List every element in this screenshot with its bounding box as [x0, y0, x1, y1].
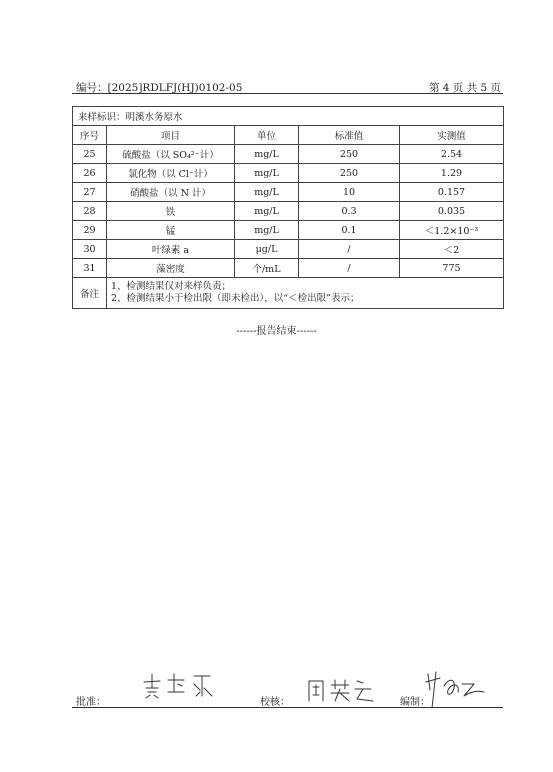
col-unit: 单位	[235, 126, 299, 145]
note-line-1: 1、检测结果仅对来样负责；	[111, 281, 232, 292]
row-no: 26	[73, 164, 107, 183]
checker-signature	[305, 675, 375, 705]
row-item: 氯化物（以 Cl⁻计）	[107, 164, 235, 183]
row-item: 锰	[107, 221, 235, 240]
row-no: 30	[73, 240, 107, 259]
row-value: ＜1.2×10⁻³	[400, 221, 504, 240]
row-no: 31	[73, 259, 107, 278]
row-item: 叶绿素 a	[107, 240, 235, 259]
row-unit: mg/L	[235, 145, 299, 164]
row-standard: 250	[299, 164, 400, 183]
signature-divider	[72, 707, 503, 708]
row-item: 硝酸盐（以 N 计）	[107, 183, 235, 202]
row-unit: mg/L	[235, 164, 299, 183]
row-standard: 250	[299, 145, 400, 164]
table-row	[73, 183, 504, 202]
row-standard: 0.3	[299, 202, 400, 221]
col-item: 项目	[107, 126, 235, 145]
col-measured: 实测值	[400, 126, 504, 145]
table-row	[73, 259, 504, 278]
row-no: 28	[73, 202, 107, 221]
row-value: 1.29	[400, 164, 504, 183]
checker-label: 校核：	[260, 697, 290, 708]
row-item: 藻密度	[107, 259, 235, 278]
table-row	[73, 202, 504, 221]
row-standard: /	[299, 259, 400, 278]
column-header-row	[73, 126, 504, 145]
row-value: ＜2	[400, 240, 504, 259]
row-unit: μg/L	[235, 240, 299, 259]
row-value: 2.54	[400, 145, 504, 164]
row-standard: 10	[299, 183, 400, 202]
report-header	[76, 80, 501, 94]
row-item: 硫酸盐（以 SO₄²⁻计）	[107, 145, 235, 164]
row-standard: /	[299, 240, 400, 259]
report-number: 编号：[2025]RDLFJ(HJ)0102-05	[76, 82, 243, 94]
table-row	[73, 240, 504, 259]
row-unit: mg/L	[235, 202, 299, 221]
header-divider	[72, 93, 503, 94]
approver-label: 批准：	[76, 697, 106, 708]
approver-signature	[140, 668, 220, 700]
row-value: 0.035	[400, 202, 504, 221]
row-unit: 个/mL	[235, 259, 299, 278]
row-no: 25	[73, 145, 107, 164]
sample-row	[73, 107, 504, 126]
notes-label: 备注	[73, 278, 107, 309]
editor-signature	[422, 668, 492, 710]
row-item: 铁	[107, 202, 235, 221]
table-row	[73, 164, 504, 183]
report-end: ------报告结束------	[236, 326, 317, 337]
row-no: 27	[73, 183, 107, 202]
note-line-2: 2、检测结果小于检出限（即未检出），以“＜检出限”表示；	[111, 293, 360, 304]
col-no: 序号	[73, 126, 107, 145]
table-row	[73, 221, 504, 240]
results-table	[72, 106, 504, 309]
row-no: 29	[73, 221, 107, 240]
row-value: 0.157	[400, 183, 504, 202]
row-unit: mg/L	[235, 221, 299, 240]
row-value: 775	[400, 259, 504, 278]
sample-identifier: 来样标识：明溪水务原水	[73, 107, 504, 126]
col-standard: 标准值	[299, 126, 400, 145]
page-number: 第 4 页 共 5 页	[428, 82, 501, 94]
notes-row	[73, 278, 504, 309]
editor-label: 编制：	[400, 697, 430, 708]
row-unit: mg/L	[235, 183, 299, 202]
table-row	[73, 145, 504, 164]
row-standard: 0.1	[299, 221, 400, 240]
notes-content	[107, 278, 504, 309]
